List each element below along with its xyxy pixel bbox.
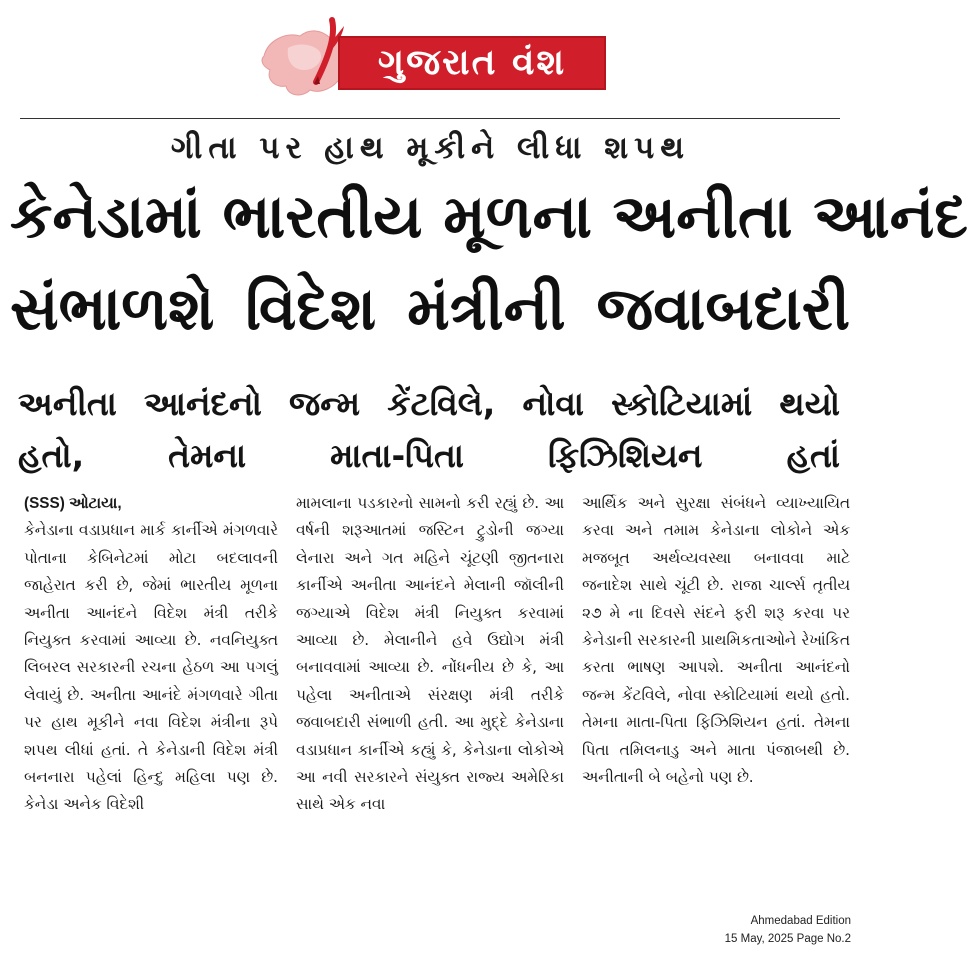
header-divider	[20, 118, 840, 119]
article-column-2	[296, 490, 564, 819]
article-column-1	[24, 490, 278, 819]
article-column-3	[582, 490, 850, 791]
edition-date-page: 15 May, 2025 Page No.2	[724, 933, 851, 945]
headline-line-2: સંભાળશે વિદેશ મંત્રીની જવાબદારી	[10, 274, 850, 344]
headline-line-1: કેનેડામાં ભારતીય મૂળના અનીતા આનંદ	[10, 182, 968, 252]
article-kicker: ગીતા પર હાથ મૂકીને લીધા શપથ	[170, 130, 691, 166]
column-2-text: મામલાના પડકારનો સામનો કરી રહ્યું છે. આ વર્ષની શરૂઆતમાં જસ્ટિન ટ્રુડોની જગ્યા લેનારા અને ગત મહિને ચૂંટણી જીતનારા કાર્નીએ અનીતા આનંદને મેલાની જૉલીની જગ્યાએ વિદેશ મંત્રી નિયુક્ત કરવામાં આવ્યા છે. મેલાનીને હવે ઉદ્યોગ મંત્રી બનાવવામાં આવ્યા છે. નોંધનીય છે કે, આ પહેલા અનીતાએ સંરક્ષણ મંત્રી તરીકે જવાબદારી સંભાળી હતી. આ મુદ્દે કેનેડાના વડાપ્રધાન કાર્નીએ કહ્યું કે, કેનેડાના લોકોએ આ નવી સરકારને સંયુક્ત રાજ્ય અમેરિકા સાથે એક નવા	[296, 494, 564, 814]
column-1-text: કેનેડાના વડાપ્રધાન માર્ક કાર્નીએ મંગળવારે પોતાના કેબિનેટમાં મોટા બદલાવની જાહેરાત કરી છે, જેમાં ભારતીય મૂળના અનીતા આનંદને વિદેશ મંત્રી તરીકે નિયુક્ત કરવામાં આવ્યા છે. નવનિયુક્ત લિબરલ સરકારની રચના હેઠળ આ પગલું લેવાયું છે. અનીતા આનંદે મંગળવારે ગીતા પર હાથ મૂકીને નવા વિદેશ મંત્રીના રૂપે શપથ લીધાં હતાં. તે કેનેડાની વિદેશ મંત્રી બનનારા પહેલાં હિન્દુ મહિલા પણ છે. કેનેડા અનેક વિદેશી	[24, 521, 278, 814]
column-3-text: આર્થિક અને સુરક્ષા સંબંધને વ્યાખ્યાયિત કરવા અને તમામ કેનેડાના લોકોને એક મજબૂત અર્થવ્યવસ્થા બનાવવા માટે જનાદેશ સાથે ચૂંટી છે. રાજા ચાર્લ્સ તૃતીય ૨૭ મે ના દિવસે સંદને ફરી શરૂ કરવા પર કેનેડાની સરકારની પ્રાથમિકતાઓને રેખાંકિત કરતા ભાષણ આપશે. અનીતા આનંદનો જન્મ કેંટવિલે, નોવા સ્કોટિયામાં થયો હતો. તેમના માતા-પિતા ફિઝિશિયન હતાં. તેમના પિતા તમિલનાડુ અને માતા પંજાબથી છે. અનીતાની બે બહેનો પણ છે.	[582, 494, 850, 787]
subheadline-line-2: હતો, તેમના માતા-પિતા ફિઝિશિયન હતાં	[18, 436, 840, 475]
dateline	[24, 490, 278, 517]
newspaper-logo	[258, 8, 608, 103]
logo-band	[338, 36, 606, 90]
dateline-text: (SSS) ઓટાયા,	[24, 495, 122, 512]
edition-info	[725, 912, 851, 948]
logo-text: ગુજરાત વંશ	[377, 42, 567, 83]
masthead	[0, 0, 861, 112]
subheadline-line-1: અનીતા આનંદનો જન્મ કેંટવિલે, નોવા સ્કોટિયામાં થયો	[18, 384, 840, 423]
edition-name: Ahmedabad Edition	[750, 915, 851, 927]
